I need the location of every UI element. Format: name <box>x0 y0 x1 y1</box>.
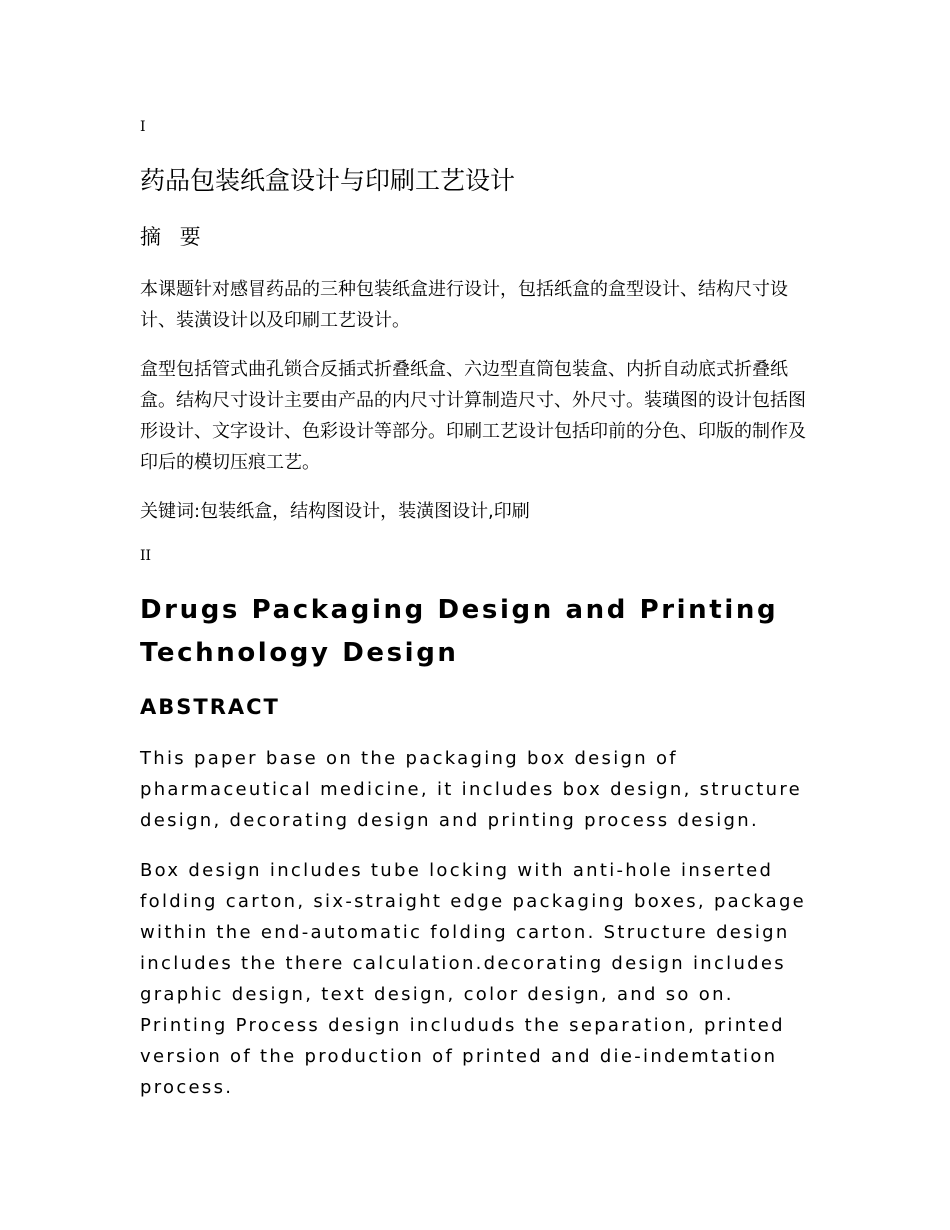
chinese-title: 药品包装纸盒设计与印刷工艺设计 <box>140 166 516 195</box>
english-abstract-paragraph-1: This paper base on the packaging box design of pharmaceutical medicine, it includes box design, structure design, decorating design and printing process design. <box>140 748 803 831</box>
chinese-abstract-paragraph-2: 盒型包括管式曲孔锁合反插式折叠纸盒、六边型直筒包装盒、内折自动底式折叠纸盒。结构尺寸设计主要由产品的内尺寸计算制造尺寸、外尺寸。装璜图的设计包括图形设计、文字设计、色彩设计等部分。印刷工艺设计包括印前的分色、印版的制作及印后的模切压痕工艺。 <box>140 359 806 473</box>
page-marker-roman-1: I <box>140 119 146 135</box>
english-title: Drugs Packaging Design and Printing Technology Design <box>140 595 779 668</box>
english-abstract-paragraph-2: Box design includes tube locking with anti-hole inserted folding carton, six-straight edge packaging boxes, package within the end-automatic folding carton. Structure design includes the there calculation.decorating design includes graphic design, text design, color design, and so on. Printing Process design includuds the separation, printed version of the production of printed and die-indemtation process. <box>140 860 807 1098</box>
english-abstract-heading: ABSTRACT <box>140 695 280 719</box>
chinese-abstract-paragraph-1: 本课题针对感冒药品的三种包装纸盒进行设计，包括纸盒的盒型设计、结构尺寸设计、装潢设计以及印刷工艺设计。 <box>140 279 788 331</box>
chinese-keywords: 关键词:包装纸盒，结构图设计，装潢图设计,印刷 <box>140 501 530 522</box>
page-marker-roman-2: II <box>140 548 152 564</box>
chinese-abstract-heading: 摘 要 <box>140 225 207 249</box>
